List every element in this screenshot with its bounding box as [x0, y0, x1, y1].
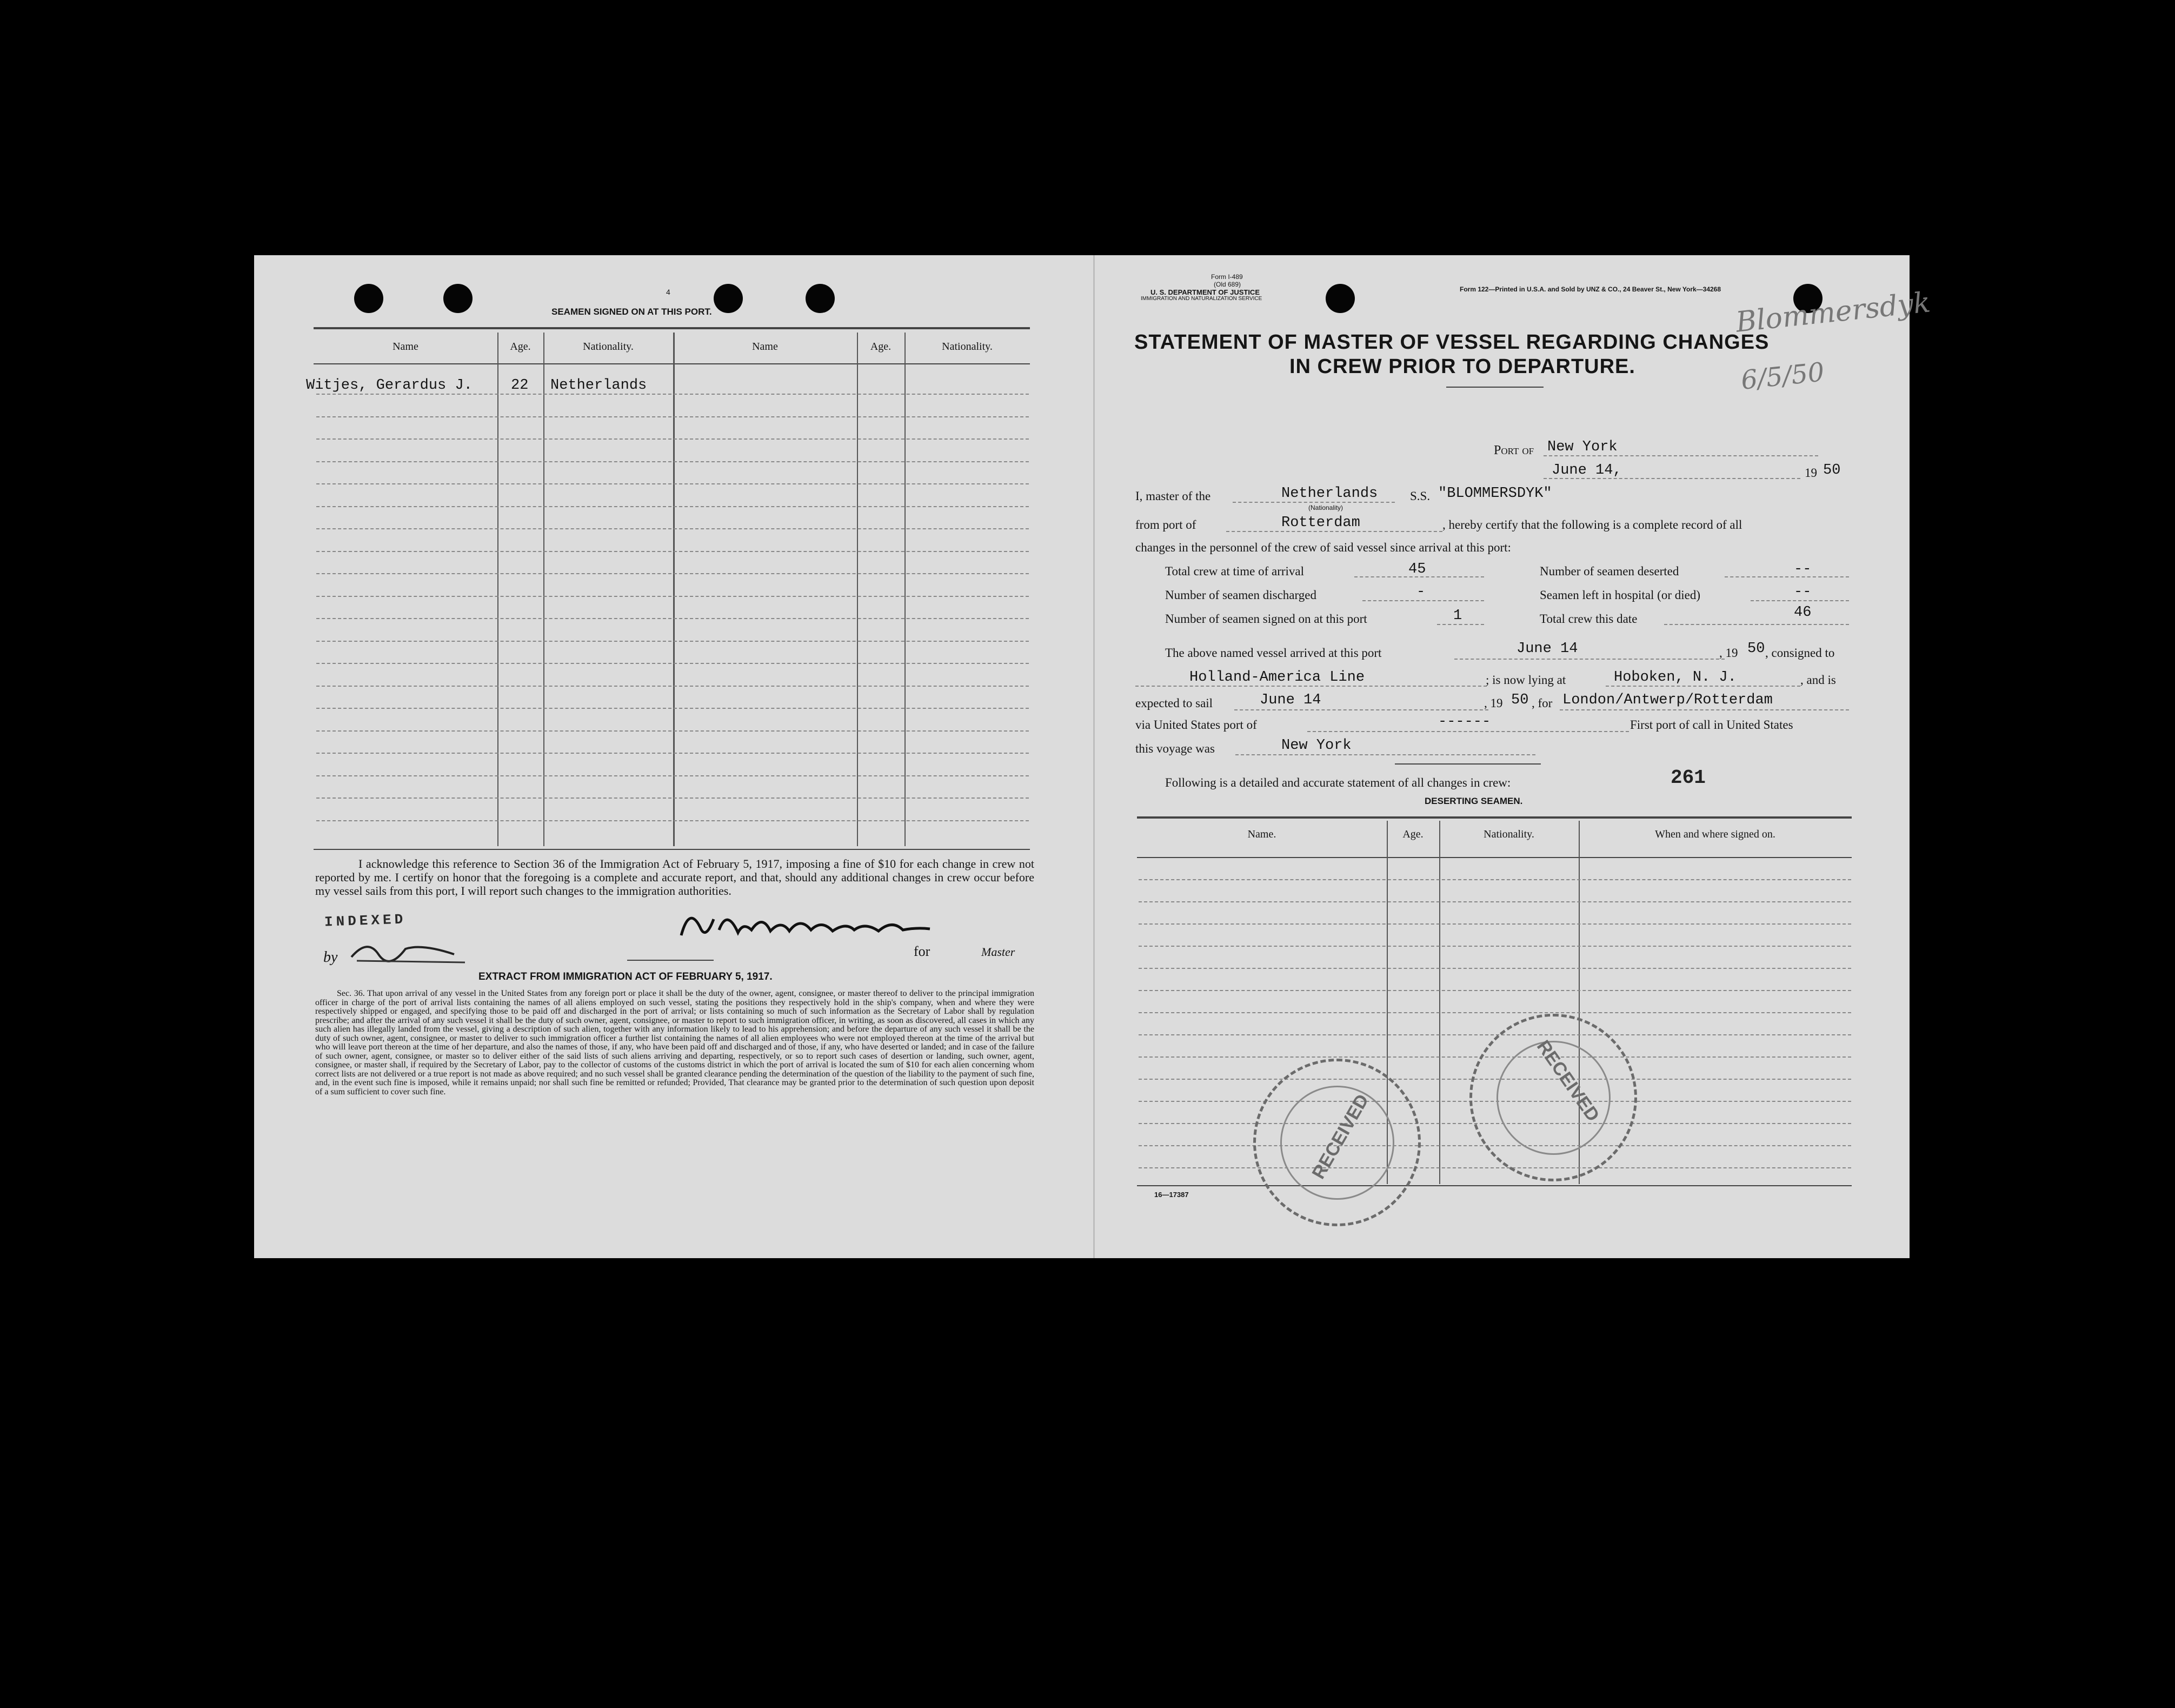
nationality-caption: (Nationality) — [1308, 504, 1343, 511]
table-row — [316, 416, 1029, 417]
signed-on-value: 1 — [1453, 608, 1462, 624]
from-port-value: Rotterdam — [1281, 515, 1360, 531]
table-top-rule — [314, 327, 1030, 329]
table-row — [1139, 946, 1851, 947]
received-stamp — [1253, 1059, 1421, 1226]
arrived-value: June 14 — [1516, 641, 1578, 657]
handwritten-ship-name: Blommersdyk — [1734, 286, 1932, 339]
voyage-label: this voyage was — [1135, 742, 1215, 755]
table-row — [1139, 990, 1851, 991]
table-row — [316, 506, 1029, 507]
hospital-value: -- — [1794, 584, 1812, 600]
col-divider — [904, 333, 906, 846]
service-name: IMMIGRATION AND NATURALIZATION SERVICE — [1141, 296, 1262, 302]
table-row — [316, 641, 1029, 642]
consignee-value: Holland-America Line — [1189, 669, 1365, 686]
received-stamp-text: RECEIVED — [1308, 1091, 1373, 1183]
total-today-line — [1664, 624, 1849, 625]
page-number: 4 — [666, 288, 670, 296]
deserting-bottom-rule — [1137, 1185, 1852, 1186]
destination-value: London/Antwerp/Rotterdam — [1562, 692, 1773, 708]
extract-text: Sec. 36. That upon arrival of any vessel in the United States from any foreign port or place it shall be the duty of the owner, agent, consignee, or master thereof to deliver to the principal immigration officer in charge of the port of arrival lists containing the names of all aliens employed on such vessel, stating the positions they respectively hold in the ship's company, when and where they were respectively shipped or engaged, and specifying those to be paid off and discharged in the port of arrival; or lists containing so much of such information as the Secretary of Labor shall by regulation prescribe; and after the arrival of any such vessel it shall be the duty of such owner, agent, consignee, or master to report to such immigration officer, in writing, as soon as discovered, all cases in which any such alien has illegally landed from the vessel, giving a description of such alien, together with any information likely to lead to his apprehension; and before the departure of any such vessel it shall be the duty of such owner, agent, consignee, or master to deliver to such immigration officer a further list containing the names of all alien employees who were not employed thereon at the time of the arrival but who will leave port thereon at the time of her departure, and also the names of those, if any, who have been paid off and discharged and of those, if any, who have deserted or landed; and in case of the failure of such owner, agent, consignee, or master so to deliver either of the said lists of such aliens arriving and departing, respectively, or so to report such cases of desertion or landing, such owner, agent, consignee, or master shall, if required by the Secretary of Labor, pay to the collector of customs of the customs district in which the port of arrival is located the sum of $10 for each alien concerning whom correct lists are not delivered or a true report is not made as above required; and no such vessel shall be granted clearance pending the determination of the question of the liability to the payment of such fine, and, in the event such fine is imposed, while it remains unpaid; nor shall such fine be remitted or refunded; Provided, That clearance may be granted prior to the determination of such question upon deposit of a sum sufficient to cover such fine. — [315, 989, 1034, 1096]
form-old: (Old 689) — [1214, 281, 1241, 288]
destination-line — [1560, 709, 1849, 710]
table-row-nationality: Netherlands — [550, 377, 647, 394]
lying-value: Hoboken, N. J. — [1614, 669, 1737, 686]
table-row — [1139, 923, 1851, 925]
extract-title: EXTRACT FROM IMMIGRATION ACT OF FEBRUARY 5, 1917. — [478, 971, 773, 982]
punch-hole — [354, 284, 383, 313]
received-stamp — [1469, 1014, 1637, 1181]
voyage-value: New York — [1281, 737, 1352, 754]
table-row — [316, 483, 1029, 484]
table-row — [1139, 968, 1851, 969]
form-title-line1: STATEMENT OF MASTER OF VESSEL REGARDING CHANGES — [1134, 331, 1770, 354]
signature-short-rule — [627, 960, 714, 961]
table-row-name: Witjes, Gerardus J. — [306, 377, 473, 394]
discharged-label: Number of seamen discharged — [1165, 588, 1316, 602]
table-row — [316, 528, 1029, 529]
expected-label: expected to sail — [1135, 696, 1213, 710]
for-label: , for — [1532, 696, 1553, 710]
acknowledgement-text: I acknowledge this reference to Section 36 of the Immigration Act of February 5, 1917, imposing a fine of $10 for each change in crew not reported by me. I certify on honor that the foregoing is a complete and accurate report, and that, should any additional changes in crew occur before my vessel sails from this port, I will report such changes to the immigration authorities. — [315, 857, 1034, 898]
ss-label: S.S. — [1410, 489, 1431, 503]
form-title-line2: IN CREW PRIOR TO DEPARTURE. — [1289, 355, 1635, 378]
from-port-line — [1226, 531, 1442, 532]
col-divider — [857, 333, 858, 846]
sail-year-prefix: , 19 — [1484, 696, 1503, 710]
port-value: New York — [1547, 439, 1618, 455]
lying-line — [1606, 686, 1800, 687]
table-row — [316, 775, 1029, 776]
deserting-col-signed-on: When and where signed on. — [1655, 828, 1775, 840]
indexed-initials — [346, 933, 470, 965]
table-row — [316, 618, 1029, 619]
table-row — [316, 663, 1029, 664]
table-row — [1139, 901, 1851, 902]
total-crew-arrival-value: 45 — [1408, 561, 1426, 577]
via-label: via United States port of — [1135, 718, 1257, 732]
lying-label: ; is now lying at — [1486, 673, 1566, 687]
table-row-age: 22 — [511, 377, 529, 394]
punch-hole — [443, 284, 473, 313]
table-row — [316, 797, 1029, 799]
total-today-label: Total crew this date — [1540, 612, 1638, 626]
indexed-stamp: INDEXED — [324, 911, 407, 931]
following-label: Following is a detailed and accurate statement of all changes in crew: — [1165, 776, 1511, 789]
table-row — [1139, 879, 1851, 880]
table-row — [1139, 1034, 1851, 1035]
arrived-year-prefix: , 19 — [1719, 646, 1738, 660]
deserted-line — [1725, 576, 1849, 577]
col-divider — [543, 333, 544, 846]
year-value: 50 — [1823, 462, 1841, 478]
port-line — [1544, 455, 1818, 456]
department-name: U. S. DEPARTMENT OF JUSTICE — [1150, 288, 1260, 296]
discharged-line — [1362, 600, 1484, 601]
seamen-signed-title: SEAMEN SIGNED ON AT THIS PORT. — [551, 307, 712, 317]
table-row — [1139, 1167, 1851, 1168]
ship-name: "BLOMMERSDYK" — [1438, 486, 1552, 502]
sail-date-line — [1234, 709, 1488, 710]
consignee-line — [1135, 686, 1487, 687]
table-row — [316, 551, 1029, 552]
col-header-age-2: Age. — [870, 341, 892, 353]
deserting-top-rule — [1137, 816, 1852, 819]
punch-hole — [714, 284, 743, 313]
master-signature — [676, 903, 1043, 946]
handwritten-date: 6/5/50 — [1739, 357, 1826, 396]
first-port-label: First port of call in United States — [1630, 718, 1793, 732]
deserting-col-nationality: Nationality. — [1484, 828, 1534, 840]
table-row — [316, 730, 1029, 732]
table-row — [1139, 1012, 1851, 1013]
form-number: Form I-489 — [1211, 273, 1243, 281]
hospital-line — [1751, 600, 1849, 601]
deserting-header-rule — [1137, 857, 1852, 858]
col-divider — [673, 333, 675, 846]
table-row — [316, 820, 1029, 821]
printer-line: Form 122—Printed in U.S.A. and Sold by UNZ & CO., 24 Beaver St., New York—34268 — [1460, 285, 1721, 293]
master-of-label: I, master of the — [1135, 489, 1211, 503]
table-bottom-rule — [314, 849, 1030, 850]
punch-hole — [1326, 284, 1355, 313]
hospital-label: Seamen left in hospital (or died) — [1540, 588, 1701, 602]
master-label: Master — [981, 945, 1015, 959]
col-header-nationality-2: Nationality. — [942, 341, 993, 353]
via-value: ------ — [1438, 714, 1491, 730]
col-header-name-2: Name — [752, 341, 778, 353]
via-line — [1307, 731, 1629, 732]
table-row — [316, 753, 1029, 754]
discharged-value: - — [1416, 584, 1426, 600]
arrived-year: 50 — [1747, 641, 1765, 657]
stamp-number: 261 — [1671, 767, 1706, 789]
port-label: Port of — [1494, 443, 1534, 457]
voyage-rule — [1395, 763, 1541, 765]
received-stamp-text: RECEIVED — [1532, 1036, 1604, 1126]
deserting-col-name: Name. — [1247, 828, 1276, 840]
deserted-label: Number of seamen deserted — [1540, 564, 1679, 578]
indexed-by-label: by — [323, 949, 338, 966]
total-today-value: 46 — [1794, 604, 1812, 621]
table-row — [316, 461, 1029, 462]
voyage-line — [1235, 754, 1535, 755]
header-rule — [314, 363, 1030, 364]
nationality-value: Netherlands — [1281, 486, 1378, 502]
total-crew-arrival-label: Total crew at time of arrival — [1165, 564, 1305, 578]
form-code: 16—17387 — [1154, 1191, 1189, 1199]
table-row — [316, 438, 1029, 440]
consigned-label: , consigned to — [1765, 646, 1835, 660]
changes-text: changes in the personnel of the crew of said vessel since arrival at this port: — [1135, 541, 1511, 554]
deserting-col-age: Age. — [1402, 828, 1424, 840]
page-fold — [1093, 255, 1095, 1258]
table-row — [316, 596, 1029, 597]
arrived-line — [1454, 659, 1725, 660]
col-header-name: Name — [393, 341, 418, 353]
document-sheet — [254, 255, 1910, 1258]
year-prefix: 19 — [1805, 466, 1817, 480]
date-value: June 14, — [1552, 462, 1622, 478]
col-header-nationality: Nationality. — [583, 341, 634, 353]
certify-text: , hereby certify that the following is a complete record of all — [1442, 518, 1742, 531]
arrived-label: The above named vessel arrived at this port — [1165, 646, 1382, 660]
signature-for-label: for — [914, 943, 930, 959]
punch-hole — [806, 284, 835, 313]
title-rule — [1446, 387, 1544, 388]
table-row — [316, 394, 1029, 395]
signed-on-label: Number of seamen signed on at this port — [1165, 612, 1367, 626]
col-divider — [1439, 821, 1440, 1184]
and-is-label: , and is — [1800, 673, 1836, 687]
col-divider — [497, 333, 498, 846]
signed-on-line — [1437, 624, 1484, 625]
deserting-title: DESERTING SEAMEN. — [1425, 796, 1523, 806]
nationality-line — [1233, 502, 1395, 503]
from-port-label: from port of — [1135, 518, 1196, 531]
sail-date-value: June 14 — [1260, 692, 1321, 708]
sail-year: 50 — [1511, 692, 1529, 708]
table-row — [316, 573, 1029, 574]
deserted-value: -- — [1794, 561, 1812, 577]
table-row — [316, 686, 1029, 687]
table-row — [316, 708, 1029, 709]
col-header-age: Age. — [510, 341, 531, 353]
